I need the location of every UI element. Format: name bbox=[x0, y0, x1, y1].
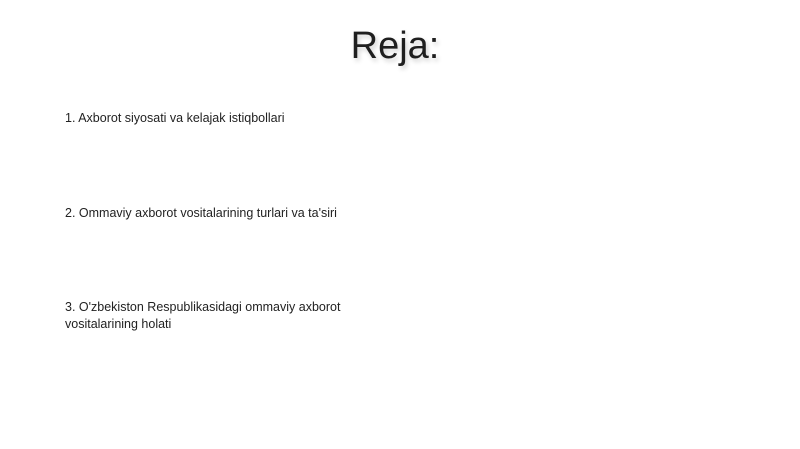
plan-item-2: 2. Ommaviy axborot vositalarining turlari va ta'siri bbox=[65, 206, 337, 220]
plan-item-1: 1. Axborot siyosati va kelajak istiqbollari bbox=[65, 111, 285, 125]
plan-item-3: 3. O'zbekiston Respublikasidagi ommaviy axborot vositalarining holati bbox=[65, 300, 341, 331]
slide-title: Reja: bbox=[350, 25, 440, 67]
